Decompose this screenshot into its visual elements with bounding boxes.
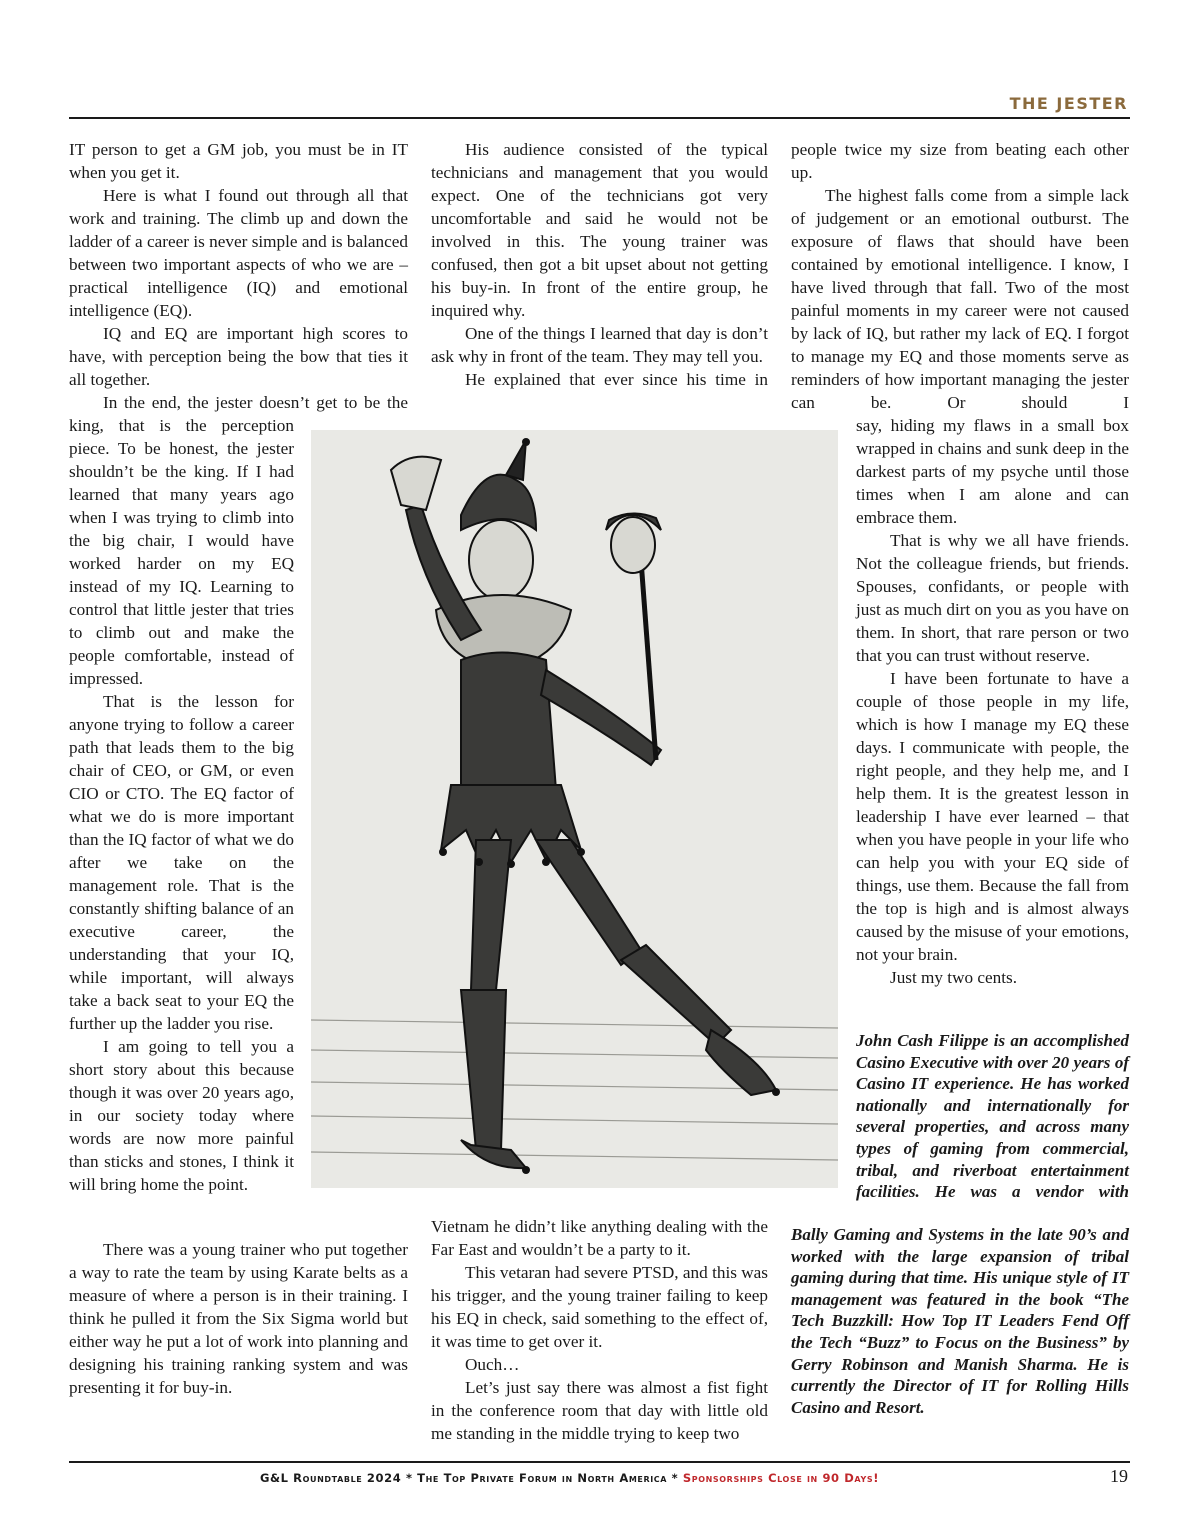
paragraph: IQ and EQ are important high scores to have, with perception being the bow that ties it all together.	[69, 324, 408, 389]
top-rule	[69, 117, 1130, 119]
footer-banner	[69, 1471, 1070, 1485]
paragraph: He explained that ever since his time in	[465, 370, 768, 389]
paragraph: Vietnam he didn’t like anything dealing with the Far East and wouldn’t be a party to it.	[431, 1217, 768, 1259]
paragraph: king, that is the perception piece. To be honest, the jester shouldn’t be the king. If I had learned that many years ago when I was trying to climb into the big chair, I would have worked harder on my EQ instead of my IQ. Learning to control that little jester that tries to climb out and make the people comfortable, instead of impressed.	[69, 416, 294, 688]
column-2-bottom	[431, 1215, 768, 1445]
footer-highlight: Sponsorships Close in 90 Days!	[682, 1471, 880, 1485]
paragraph: In the end, the jester doesn’t get to be the	[103, 393, 408, 412]
paragraph: people twice my size from beating each other up.	[791, 140, 1129, 182]
author-bio-narrow	[856, 1030, 1129, 1203]
paragraph: IT person to get a GM job, you must be in IT when you get it.	[69, 140, 408, 182]
section-label: THE JESTER	[1009, 94, 1128, 113]
paragraph: This vetaran had severe PTSD, and this was his trigger, and the young trainer failing to keep his EQ in check, said something to the effect of, it was time to get over it.	[431, 1263, 768, 1351]
column-1-top	[69, 138, 408, 414]
author-bio: John Cash Filippe is an accomplished Casino Executive with over 20 years of Casino IT experience. He has worked nationally and internationally for several properties, and across many types of gaming from commercial, tribal, and riverboat entertainment facilities. He was a vendor with	[856, 1031, 1129, 1202]
page-number: 19	[1110, 1466, 1128, 1486]
paragraph: One of the things I learned that day is don’t ask why in front of the team. They may tell you.	[431, 324, 768, 366]
paragraph: That is the lesson for anyone trying to follow a career path that leads them to the big chair of CEO, or GM, or even CIO or CTO. The EQ factor of what we do is more important than the IQ factor of what we do after we take on the management role. That is the constantly shifting balance of an executive career, the understanding that your IQ, while important, will always take a back seat to your EQ the further up the ladder you rise.	[69, 692, 294, 1033]
author-bio: Bally Gaming and Systems in the late 90’s and worked with the large expansion of tribal gaming during that time. His unique style of IT management was featured in the book “The Tech Buzzkill: How Top IT Leaders Fend Off the Tech “Buzz” to Focus on the Business” by Gerry Robinson and Manish Sharma. He is currently the Director of IT for Rolling Hills Casino and Resort.	[791, 1225, 1129, 1417]
footer-text: G&L Roundtable 2024 * The Top Private Forum in North America *	[259, 1471, 683, 1485]
column-1-bottom	[69, 1238, 408, 1399]
paragraph: That is why we all have friends. Not the colleague friends, but friends. Spouses, confidants, or people with just as much dirt on you as you have on them. In short, that rare person or two that you can trust without reserve.	[856, 531, 1129, 665]
paragraph: I have been fortunate to have a couple of those people in my life, which is how I manage my EQ these days. I communicate with people, the right people, and they help me, and I help them. It is the greatest lesson in leadership I have ever learned – that when you have people in your life who can help you with your EQ side of things, use them. Because the fall from the top is high and is almost always caused by the misuse of your emotions, not your brain.	[856, 669, 1129, 964]
paragraph: I am going to tell you a short story about this because though it was over 20 years ago, in our society today where words are now more painful than sticks and stones, I think it will bring home the point.	[69, 1037, 294, 1194]
jester-illustration	[311, 430, 838, 1188]
column-2-top	[431, 138, 768, 391]
jester-engraving-icon	[311, 430, 838, 1188]
bottom-rule	[69, 1461, 1130, 1463]
paragraph: say, hiding my flaws in a small box wrapped in chains and sunk deep in the darkest parts of my psyche until those times when I am alone and can embrace them.	[856, 416, 1129, 527]
paragraph: Here is what I found out through all that work and training. The climb up and down the ladder of a career is never simple and is balanced between two important aspects of who we are – practical intelligence (IQ) and emotional intelligence (EQ).	[69, 186, 408, 320]
paragraph: Let’s just say there was almost a fist fight in the conference room that day with little old me standing in the middle trying to keep two	[431, 1378, 768, 1443]
author-bio-wide	[791, 1224, 1129, 1418]
paragraph: There was a young trainer who put together a way to rate the team by using Karate belts as a measure of where a person is in their training. I think he pulled it from the Six Sigma world but either way he put a lot of work into planning and designing his training ranking system and was presenting it for buy-in.	[69, 1240, 408, 1397]
paragraph: Just my two cents.	[890, 968, 1017, 987]
paragraph: The highest falls come from a simple lack of judgement or an emotional outburst. The exposure of flaws that should have been contained by emotional intelligence. I know, I have lived through that fall. Two of the most painful moments in my career were not caused by lack of IQ, but rather my lack of EQ. I forgot to manage my EQ and those moments serve as reminders of how important managing the jester can be. Or should I	[791, 186, 1129, 412]
column-3-narrow	[856, 414, 1129, 989]
column-1-narrow	[69, 414, 294, 1196]
column-3-top	[791, 138, 1129, 414]
paragraph: Ouch…	[465, 1355, 520, 1374]
paragraph: His audience consisted of the typical technicians and management that you would expect. One of the technicians got very uncomfortable and said he would not be involved in this. The young trainer was confused, then got a bit upset about not getting his buy-in. In front of the entire group, he inquired why.	[431, 140, 768, 320]
